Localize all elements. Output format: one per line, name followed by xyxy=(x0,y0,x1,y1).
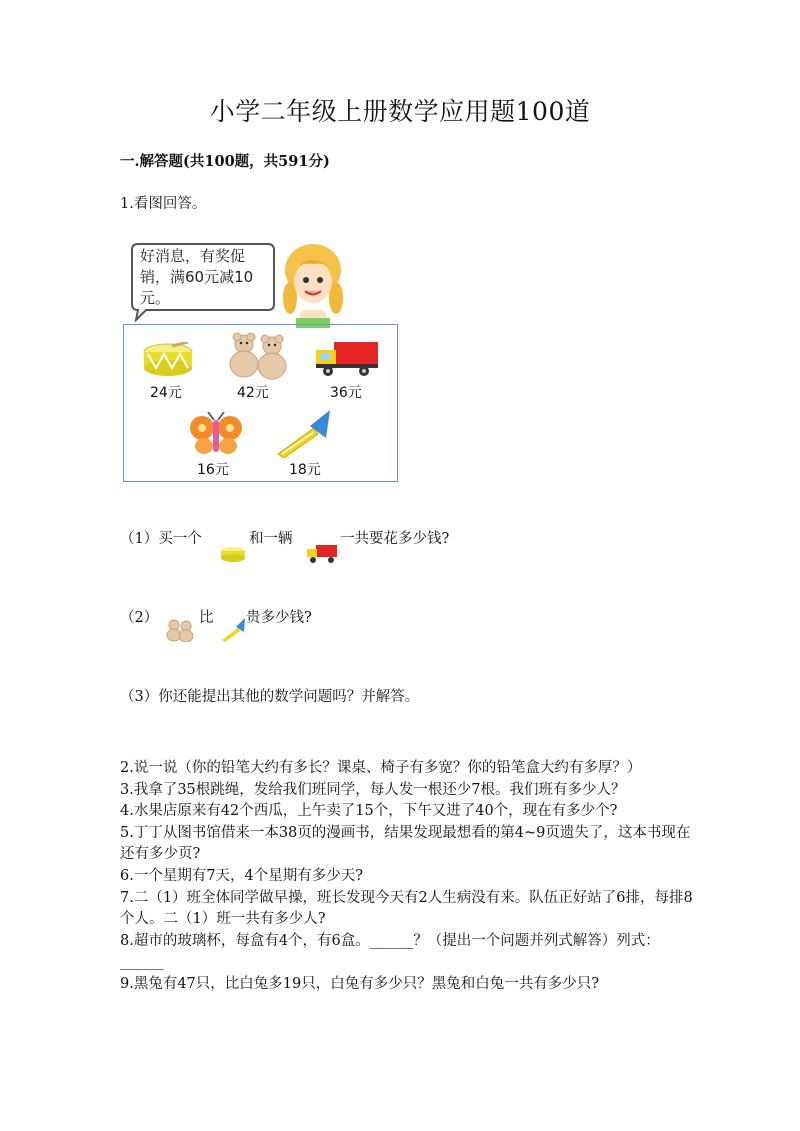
question-3: 3.我拿了35根跳绳，发给我们班同学，每人发一根还少7根。我们班有多少人？ xyxy=(120,781,626,798)
sub-1-part-a: （1）买一个 xyxy=(120,531,202,547)
drum-icon xyxy=(220,546,246,562)
section-heading: 一.解答题(共100题，共591分) xyxy=(120,153,330,170)
question-1-figure xyxy=(118,238,400,486)
price-drum: 24元 xyxy=(150,385,182,401)
sub-2-part-b: 比 xyxy=(199,610,214,626)
question-1-prompt: 1.看图回答。 xyxy=(120,196,207,212)
question-7: 7.二（1）班全体同学做早操，班长发现今天有2人生病没有来。队伍正好站了6排，每排8个人。二（1）班一共有多少人? xyxy=(120,889,693,928)
question-8: 8.超市的玻璃杯，每盒有4个，有6盒。______？（提出一个问题并列式解答）列式：______ xyxy=(120,932,660,971)
speech-line-2: 销，满60元减10 xyxy=(140,268,254,286)
horn-icon xyxy=(220,616,246,642)
sub-1-part-b: 和一辆 xyxy=(249,531,293,547)
toy-truck-icon xyxy=(314,340,380,378)
teddy-bears-icon xyxy=(164,618,196,642)
question-6: 6.一个星期有7天，4个星期有多少天? xyxy=(120,867,364,884)
teddy-bears-icon xyxy=(224,332,294,380)
price-teddy-bears: 42元 xyxy=(237,385,269,401)
speech-line-3: 元。 xyxy=(140,289,171,307)
drum-icon xyxy=(142,342,194,378)
question-2: 2.说一说（你的铅笔大约有多长？课桌、椅子有多宽？你的铅笔盒大约有多厚？） xyxy=(120,760,642,776)
question-4: 4.水果店原来有42个西瓜，上午卖了15个，下午又进了40个，现在有多少个? xyxy=(120,803,618,820)
horn-icon xyxy=(274,408,334,458)
speech-line-1: 好消息，有奖促 xyxy=(140,247,246,265)
page-title: 小学二年级上册数学应用题100道 xyxy=(209,97,591,126)
sub-question-1 xyxy=(120,527,202,548)
sub-2-part-c: 贵多少钱? xyxy=(246,610,312,626)
girl-icon xyxy=(278,240,348,330)
question-9: 9.黑兔有47只，比白兔多19只，白兔有多少只？黑兔和白兔一共有多少只? xyxy=(120,975,600,992)
sub-2-part-a: （2） xyxy=(120,610,159,626)
sub-1-part-c: 一共要花多少钱? xyxy=(340,531,450,547)
price-horn: 18元 xyxy=(289,462,321,478)
sub-question-3: （3）你还能提出其他的数学问题吗？并解答。 xyxy=(120,689,420,705)
question-list xyxy=(120,758,700,996)
toy-truck-icon xyxy=(306,544,338,564)
price-toy-truck: 36元 xyxy=(330,385,362,401)
butterfly-icon xyxy=(188,412,244,456)
question-5: 5.丁丁从图书馆借来一本38页的漫画书，结果发现最想看的第4~9页遗失了，这本书现在还有多少页? xyxy=(120,824,691,863)
price-butterfly: 16元 xyxy=(197,462,229,478)
